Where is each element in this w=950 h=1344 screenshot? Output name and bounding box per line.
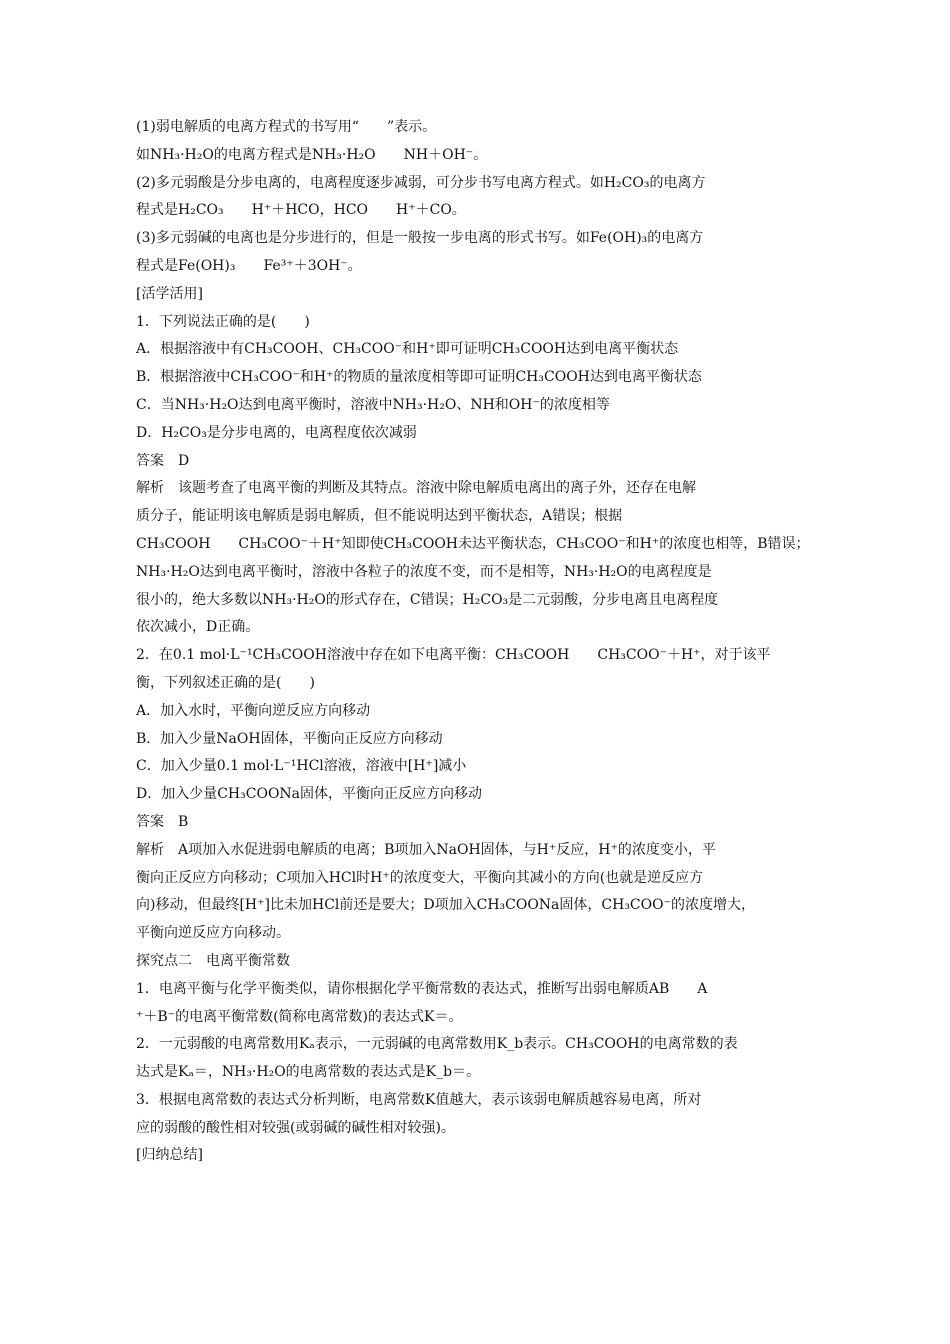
document-body: [136, 114, 816, 1170]
text-line: (1)弱电解质的电离方程式的书写用“ ”表示。: [136, 119, 437, 135]
text-line: 2．一元弱酸的电离常数用Kₐ表示，一元弱碱的电离常数用K_b表示。CH₃COOH的电离常数的表: [136, 1036, 738, 1053]
text-line: 3．根据电离常数的表达式分析判断，电离常数K值越大，表示该弱电解质越容易电离，所对: [136, 1091, 702, 1108]
analysis-line: 解析 该题考查了电离平衡的判断及其特点。溶液中除电解质电离出的离子外，还存在电解: [136, 480, 696, 497]
analysis-line: 很小的，绝大多数以NH₃·H₂O的形式存在，C错误；H₂CO₃是二元弱酸，分步电离且电离程度: [136, 591, 719, 608]
option-b: B．加入少量NaOH固体，平衡向正反应方向移动: [136, 730, 443, 747]
text-line: 程式是Fe(OH)₃ Fe³⁺＋3OH⁻。: [136, 257, 362, 274]
option-c: C．加入少量0.1 mol·L⁻¹HCl溶液，溶液中[H⁺]减小: [136, 758, 467, 775]
answer-line: 答案 D: [136, 452, 190, 469]
question-stem: 2．在0.1 mol·L⁻¹CH₃COOH溶液中存在如下电离平衡：CH₃COOH CH₃COO⁻＋H⁺，对于该平: [136, 647, 771, 664]
text-line: 应的弱酸的酸性相对较强(或弱碱的碱性相对较强)。: [136, 1119, 455, 1136]
question-stem: 衡，下列叙述正确的是( ): [136, 674, 315, 691]
analysis-line: 质分子，能证明该电解质是弱电解质，但不能说明达到平衡状态，A错误；根据: [136, 508, 623, 525]
option-b: B．根据溶液中CH₃COO⁻和H⁺的物质的量浓度相等即可证明CH₃COOH达到电离平衡状态: [136, 369, 702, 386]
question-stem: 1．下列说法正确的是( ): [136, 313, 310, 330]
text-line: 达式是Kₐ＝，NH₃·H₂O的电离常数的表达式是K_b＝。: [136, 1064, 481, 1081]
analysis-line: NH₃·H₂O达到电离平衡时，溶液中各粒子的浓度不变，而不是相等，NH₃·H₂O的电离程度是: [136, 563, 712, 580]
section-heading: [归纳总结]: [136, 1147, 203, 1164]
section-heading: 探究点二 电离平衡常数: [136, 952, 290, 969]
answer-line: 答案 B: [136, 813, 189, 830]
text-line: 1．电离平衡与化学平衡类似，请你根据化学平衡常数的表达式，推断写出弱电解质AB A: [136, 980, 708, 997]
option-d: D．加入少量CH₃COONa固体，平衡向正反应方向移动: [136, 786, 483, 803]
text-line: ⁺＋B⁻的电离平衡常数(简称电离常数)的表达式K＝。: [136, 1008, 463, 1025]
text-line: (3)多元弱碱的电离也是分步进行的，但是一般按一步电离的形式书写。如Fe(OH)₃的电离方: [136, 230, 704, 247]
text-line: (2)多元弱酸是分步电离的，电离程度逐步减弱，可分步书写电离方程式。如H₂CO₃的电离方: [136, 174, 706, 191]
text-line: 如NH₃·H₂O的电离方程式是NH₃·H₂O NH＋OH⁻。: [136, 146, 488, 163]
option-a: A．根据溶液中有CH₃COOH、CH₃COO⁻和H⁺即可证明CH₃COOH达到电离平衡状态: [136, 341, 679, 358]
section-heading: [活学活用]: [136, 285, 203, 302]
option-c: C．当NH₃·H₂O达到电离平衡时，溶液中NH₃·H₂O、NH和OH⁻的浓度相等: [136, 396, 610, 413]
analysis-line: 依次减小，D正确。: [136, 619, 260, 636]
analysis-line: 解析 A项加入水促进弱电解质的电离；B项加入NaOH固体，与H⁺反应，H⁺的浓度变小，平: [136, 841, 716, 858]
option-d: D．H₂CO₃是分步电离的，电离程度依次减弱: [136, 424, 417, 441]
analysis-line: CH₃COOH CH₃COO⁻＋H⁺知即使CH₃COOH未达平衡状态，CH₃COO⁻和H⁺的浓度也相等，B错误；: [136, 535, 810, 552]
analysis-line: 平衡向逆反应方向移动。: [136, 925, 290, 942]
analysis-line: 衡向正反应方向移动；C项加入HCl时H⁺的浓度变大，平衡向其减小的方向(也就是逆反应方: [136, 869, 704, 886]
text-line: 程式是H₂CO₃ H⁺＋HCO，HCO H⁺＋CO。: [136, 202, 466, 219]
option-a: A．加入水时，平衡向逆反应方向移动: [136, 702, 371, 719]
analysis-line: 向)移动，但最终[H⁺]比未加HCl前还是要大；D项加入CH₃COONa固体，CH₃COO⁻的浓度增大，: [136, 897, 755, 914]
